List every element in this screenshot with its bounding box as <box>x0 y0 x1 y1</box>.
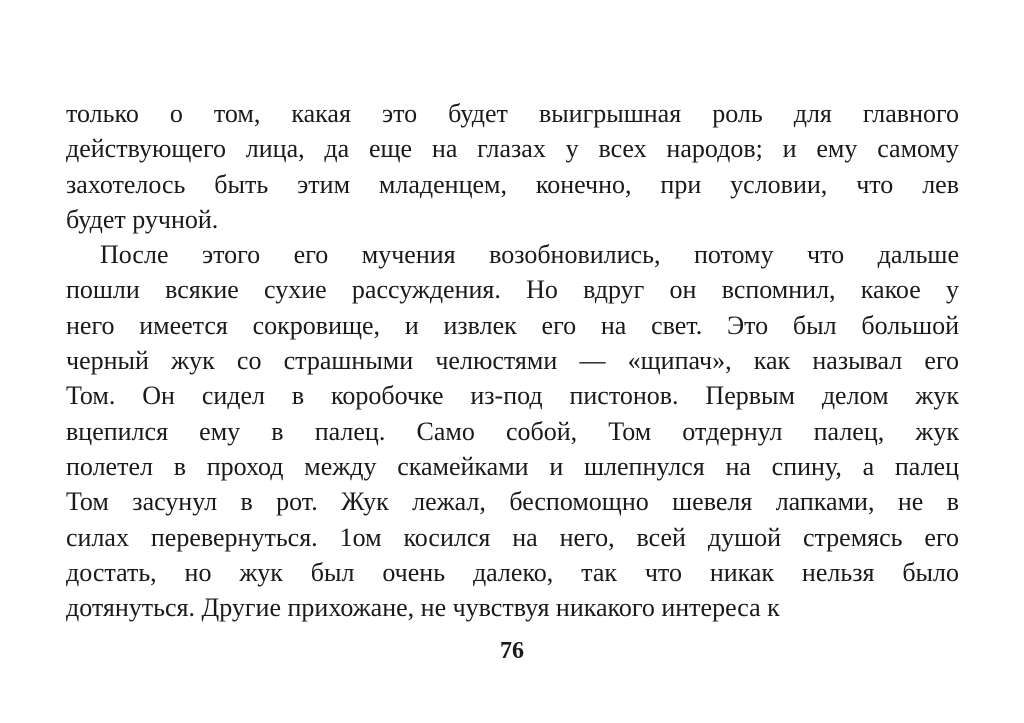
text-line: достать, но жук был очень далеко, так что никак нельзя было <box>66 557 959 587</box>
text-line: силах перевернуться. 1ом косился на него, всей душой стремясь его <box>66 522 959 552</box>
text-line: Том. Он сидел в коробочке из-под пистонов. Первым делом жук <box>66 381 959 411</box>
text-line: пошли всякие сухие рассуждения. Но вдруг он вспомнил, какое у <box>66 275 959 305</box>
text-line: действующего лица, да еще на глазах у всех народов; и ему самому <box>66 134 959 164</box>
paragraph-1 <box>66 96 959 237</box>
text-line: черный жук со страшными челюстями — «щипач», как называл его <box>66 346 959 376</box>
text-line: вцепился ему в палец. Само собой, Том отдернул палец, жук <box>66 416 959 446</box>
text-line: только о том, какая это будет выигрышная роль для главного <box>66 99 959 128</box>
text-line: После этого его мучения возобновились, потому что дальше <box>100 240 959 270</box>
text-line: него имеется сокровище, и извлек его на свет. Это был большой <box>66 310 959 340</box>
text-line: захотелось быть этим младенцем, конечно, при условии, что лев <box>66 169 959 199</box>
text-line: будет ручной. <box>66 204 219 234</box>
paragraph-2 <box>66 237 959 625</box>
page-number: 76 <box>500 638 524 664</box>
text-line: дотянуться. Другие прихожане, не чувствуя никакого интереса к <box>66 593 780 623</box>
text-line: Том засунул в рот. Жук лежал, беспомощно шевеля лапками, не в <box>66 487 959 517</box>
page-body <box>66 96 959 625</box>
text-line: полетел в проход между скамейками и шлепнулся на спину, а палец <box>66 451 959 481</box>
